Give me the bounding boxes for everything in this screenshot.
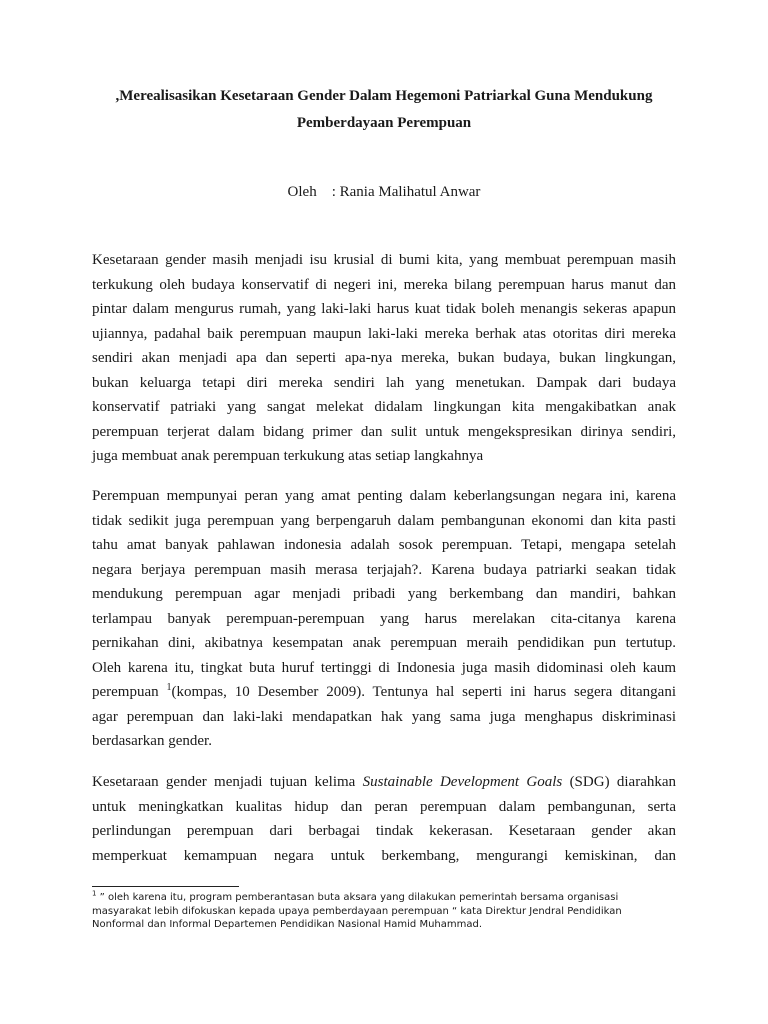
text-line: memperkuat kemampuan negara untuk berkembang, mengurangi kemiskinan, dan (92, 847, 676, 864)
text-line: terkukung oleh budaya konservatif di negeri ini, mereka bilang perempuan harus manut dan (92, 276, 676, 293)
text-line: Kesetaraan gender masih menjadi isu krusial di bumi kita, yang membuat perempuan masih (92, 252, 676, 268)
paragraph-3 (92, 770, 676, 868)
text-line: berdasarkan gender. (92, 733, 212, 749)
footnote-mark: 1 (92, 889, 97, 898)
text-line: konservatif patriaki yang sangat melekat didalam lingkungan kita mengakibatkan anak (92, 399, 676, 415)
footnote (92, 891, 676, 932)
footnote-text: ” oleh karena itu, program pemberantasan buta aksara yang dilakukan pemerintah bersama organisasi (96, 892, 619, 903)
text-line: pernikahan dini, akibatnya kesempatan anak perempuan meraih pendidikan pun tertutup. (92, 635, 676, 651)
paragraph-1 (92, 248, 676, 469)
footnote-line (92, 891, 676, 905)
text-line: agar perempuan dan laki-laki mendapatkan hak yang sama juga menghapus diskriminasi (92, 708, 676, 725)
text-line: tidak sedikit juga perempuan yang berpengaruh dalam pembangunan ekonomi dan kita pasti (92, 512, 676, 529)
document-title (92, 83, 676, 137)
title-line: Pemberdayaan Perempuan (296, 115, 472, 131)
footnote-line: Nonformal dan Informal Departemen Pendidikan Nasional Hamid Muhammad. (92, 919, 483, 930)
text-line: sendiri akan menjadi apa dan seperti apa-nya mereka, bukan budaya, bukan lingkungan, (92, 350, 676, 366)
text-segment: (kompas, 10 Desember 2009). Tentunya hal seperti ini harus segera ditangani (171, 684, 676, 700)
footnote-reference[interactable]: 1 (166, 682, 172, 693)
text-segment: perempuan (92, 684, 167, 700)
title-line: ,Merealisasikan Kesetaraan Gender Dalam Hegemoni Patriarkal Guna Mendukung (115, 88, 653, 104)
text-line: Perempuan mempunyai peran yang amat penting dalam keberlangsungan negara ini, karena (92, 488, 676, 504)
text-line: pintar dalam mengurus rumah, yang laki-laki harus kuat tidak boleh menangis sekeras apapun (92, 301, 676, 317)
footnote-line: masyarakat lebih difokuskan kepada upaya pemberdayaan perempuan “ kata Direktur Jendral Pendidikan (92, 905, 622, 917)
paragraph-2 (92, 484, 676, 754)
text-line: perlindungan perempuan dari berbagai tindak kekerasan. Kesetaraan gender akan (92, 823, 676, 839)
text-line (92, 770, 676, 795)
text-line: negara berjaya perempuan masih merasa terjajah?. Karena budaya patriarki seakan tidak (92, 561, 676, 578)
text-line: juga membuat anak perempuan terkukung atas setiap langkahnya (92, 448, 484, 464)
text-line: bukan keluarga tetapi diri mereka sendiri lah yang menetukan. Dampak dari budaya (92, 374, 676, 391)
text-line: Oleh karena itu, tingkat buta huruf tertinggi di Indonesia juga masih didominasi oleh kaum (92, 659, 676, 676)
footnote-separator (92, 886, 239, 887)
italic-term: Sustainable Development Goals (362, 774, 563, 790)
text-line: untuk meningkatkan kualitas hidup dan peran perempuan dalam pembangunan, serta (92, 798, 676, 815)
text-line: ujiannya, padahal baik perempuan maupun laki-laki mereka berhak atas otoritas diri mereka (92, 325, 676, 342)
text-line-with-footnote (92, 680, 676, 705)
text-line: tahu amat banyak pahlawan indonesia adalah sosok perempuan. Tetapi, mengapa setelah (92, 537, 676, 553)
text-segment: Kesetaraan gender menjadi tujuan kelima (92, 774, 363, 790)
text-line: perempuan terjerat dalam bidang primer dan sulit untuk mengekspresikan dirinya sendiri, (92, 423, 676, 440)
author-byline: Oleh : Rania Malihatul Anwar (287, 184, 481, 200)
text-segment: (SDG) diarahkan (562, 774, 677, 790)
text-line: mendukung perempuan agar menjadi pribadi yang berkembang dan mandiri, bahkan (92, 586, 676, 602)
text-line: terlampau banyak perempuan-perempuan yang harus merelakan cita-citanya karena (92, 610, 676, 627)
